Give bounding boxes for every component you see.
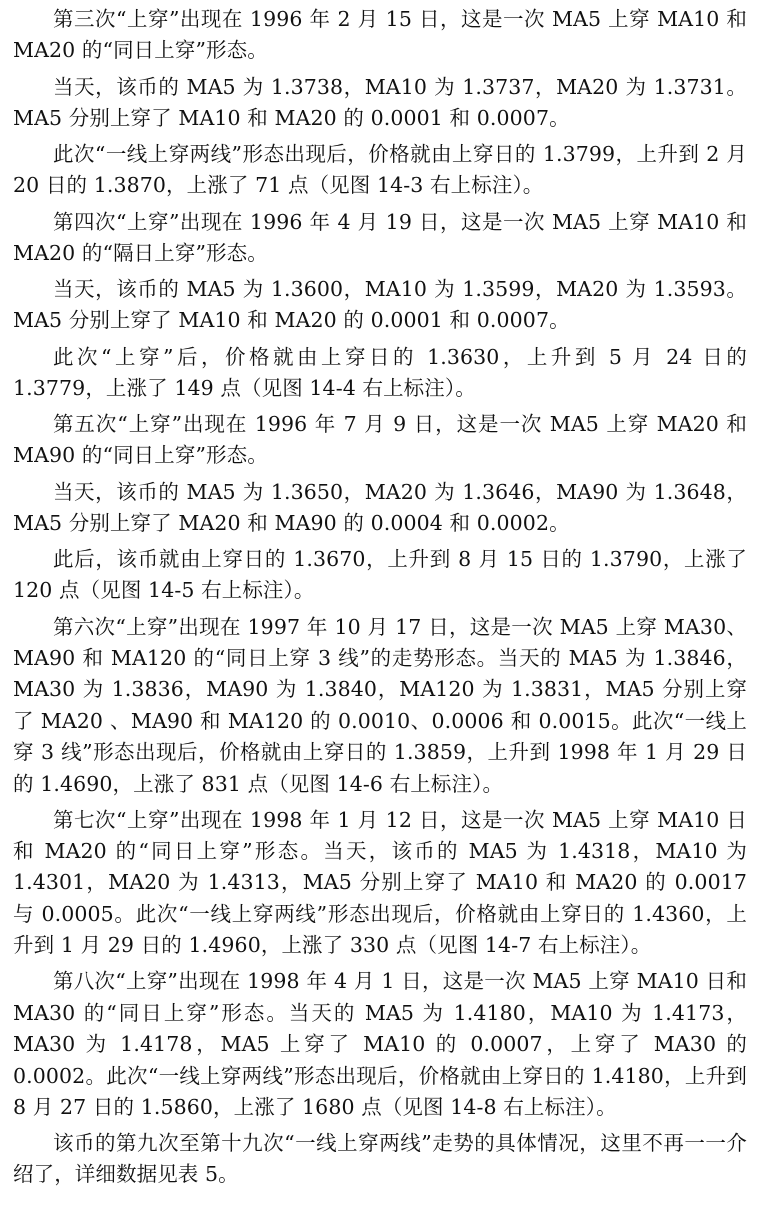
paragraph-sixth-crossover: 第六次“上穿”出现在 1997 年 10 月 17 日，这是一次 MA5 上穿 MA30、MA90 和 MA120 的“同日上穿 3 线”的走势形态。当天的 MA5 为 1.3846，MA30 为 1.3836，MA90 为 1.3840，MA120 为 1.3831，MA5 分别上穿了 MA20 、MA90 和 MA120 的 0.0010、0.0006 和 0.0015。此次“一线上穿 3 线”形态出现后，价格就由上穿日的 1.3859，上升到 1998 年 1 月 29 日的 1.4690，上涨了 831 点（见图 14-6 右上标注）。 (13, 614, 747, 796)
paragraph-seventh-crossover: 第七次“上穿”出现在 1998 年 1 月 12 日，这是一次 MA5 上穿 MA10 日和 MA20 的“同日上穿”形态。当天，该币的 MA5 为 1.4318，MA10 为 1.4301，MA20 为 1.4313，MA5 分别上穿了 MA10 和 MA20 的 0.0017 与 0.0005。此次“一线上穿两线”形态出现后，价格就由上穿日的 1.4360，上升到 1 月 29 日的 1.4960，上涨了 330 点（见图 14-7 右上标注）。 (13, 807, 747, 958)
paragraph-fifth-crossover: 第五次“上穿”出现在 1996 年 7 月 9 日，这是一次 MA5 上穿 MA20 和 MA90 的“同日上穿”形态。 (13, 412, 747, 468)
paragraph-eighth-crossover: 第八次“上穿”出现在 1998 年 4 月 1 日，这是一次 MA5 上穿 MA10 日和 MA30 的“同日上穿”形态。当天的 MA5 为 1.4180，MA10 为 1.4173，MA30 为 1.4178，MA5 上穿了 MA10 的 0.0007，上穿了 MA30 的 0.0002。此次“一线上穿两线”形态出现后，价格就由上穿日的 1.4180，上升到 8 月 27 日的 1.5860，上涨了 1680 点（见图 14-8 右上标注）。 (13, 969, 747, 1119)
document-page (13, 4, 747, 1196)
paragraph-third-values: 当天，该币的 MA5 为 1.3738，MA10 为 1.3737，MA20 为 1.3731。MA5 分别上穿了 MA10 和 MA20 的 0.0001 和 0.0007。 (13, 74, 747, 130)
paragraph-fourth-result: 此次“上穿”后，价格就由上穿日的 1.3630，上升到 5 月 24 日的 1.3779，上涨了 149 点（见图 14-4 右上标注）。 (13, 344, 747, 400)
paragraph-ninth-to-nineteenth: 该币的第九次至第十九次“一线上穿两线”走势的具体情况，这里不再一一介绍了，详细数据见表 5。 (13, 1131, 747, 1187)
paragraph-fifth-result: 此后，该币就由上穿日的 1.3670，上升到 8 月 15 日的 1.3790，上涨了 120 点（见图 14-5 右上标注）。 (13, 547, 747, 603)
paragraph-third-crossover: 第三次“上穿”出现在 1996 年 2 月 15 日，这是一次 MA5 上穿 MA10 和 MA20 的“同日上穿”形态。 (13, 7, 747, 63)
paragraph-fourth-crossover: 第四次“上穿”出现在 1996 年 4 月 19 日，这是一次 MA5 上穿 MA10 和 MA20 的“隔日上穿”形态。 (13, 209, 747, 265)
paragraph-fourth-values: 当天，该币的 MA5 为 1.3600，MA10 为 1.3599，MA20 为 1.3593。MA5 分别上穿了 MA10 和 MA20 的 0.0001 和 0.0007。 (13, 277, 747, 333)
paragraph-fifth-values: 当天，该币的 MA5 为 1.3650，MA20 为 1.3646，MA90 为 1.3648，MA5 分别上穿了 MA20 和 MA90 的 0.0004 和 0.0002。 (13, 479, 747, 535)
paragraph-third-result: 此次“一线上穿两线”形态出现后，价格就由上穿日的 1.3799，上升到 2 月 20 日的 1.3870，上涨了 71 点（见图 14-3 右上标注）。 (13, 142, 747, 198)
